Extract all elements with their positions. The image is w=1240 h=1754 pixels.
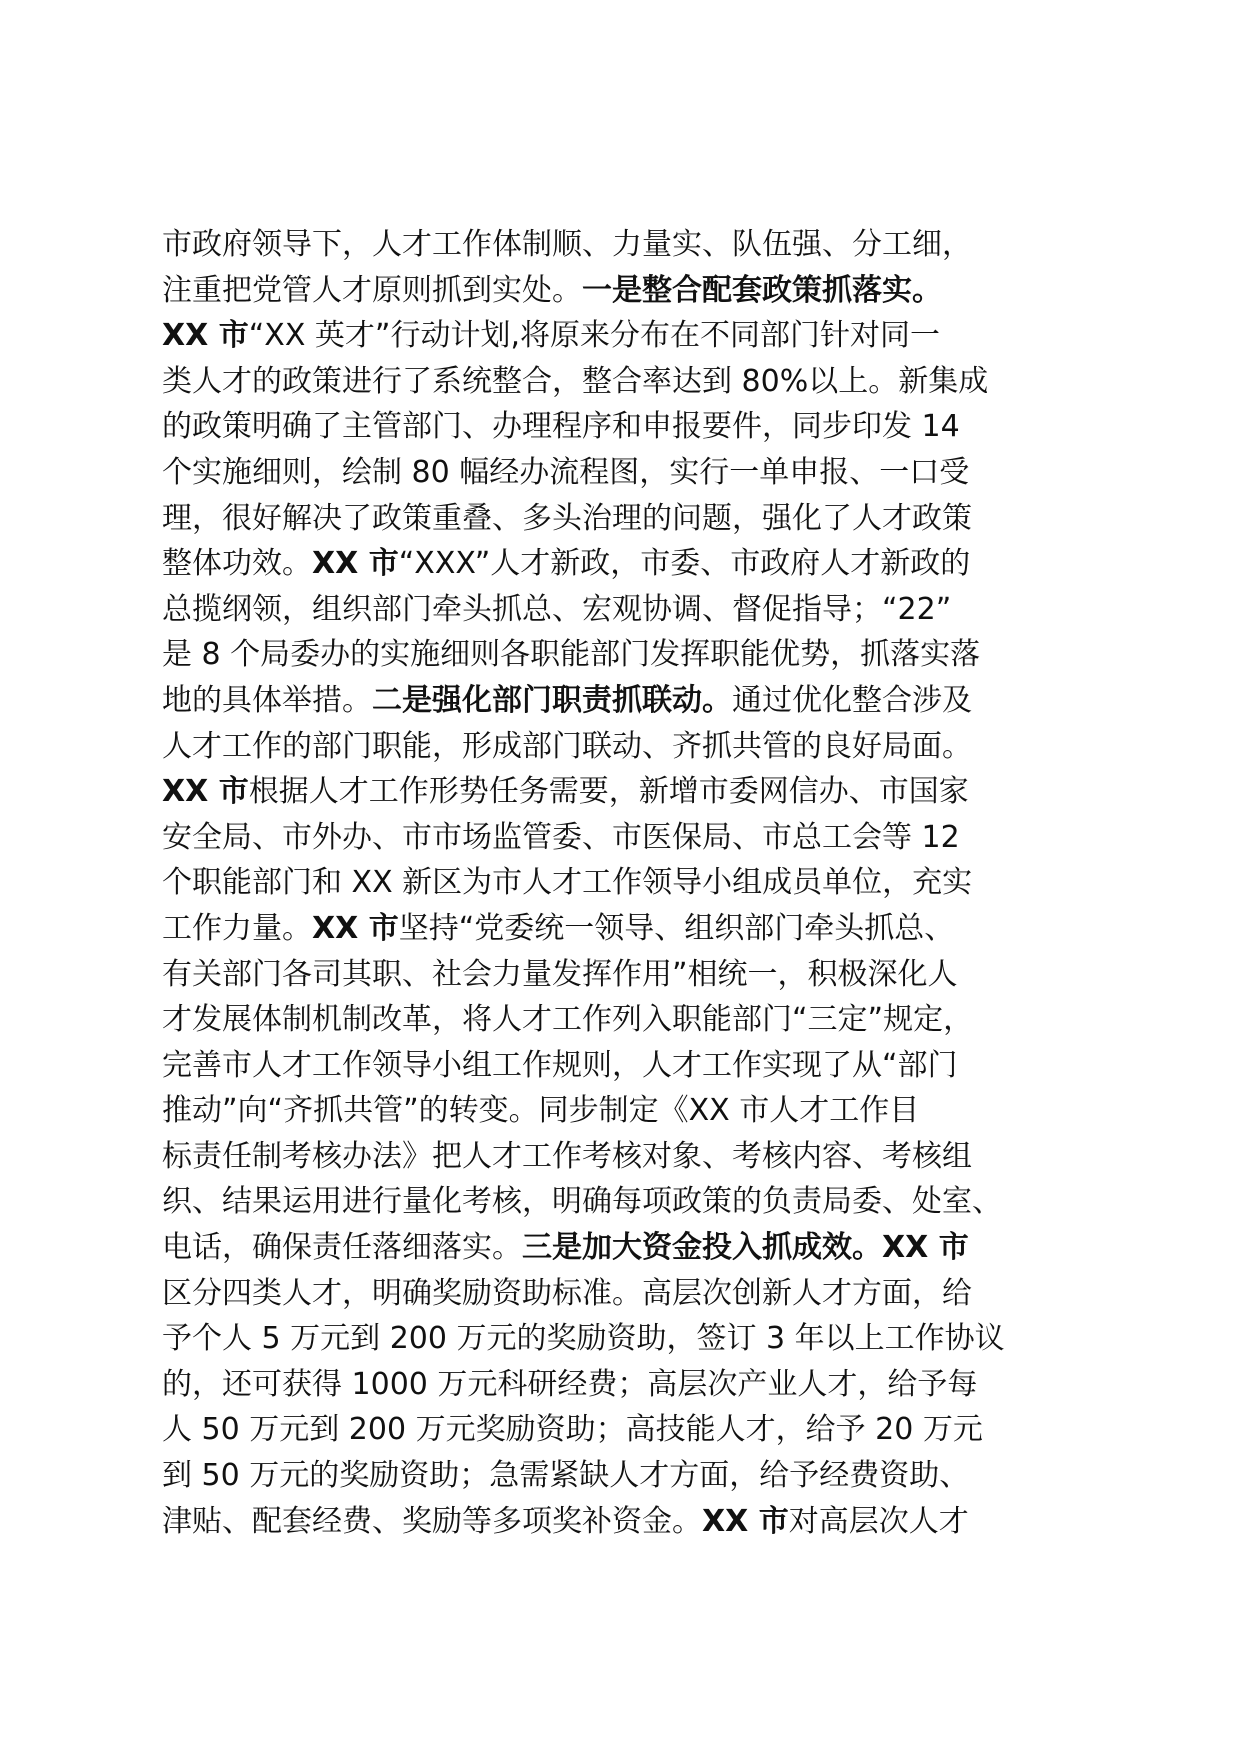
- bold-text-segment: 二是强化部门职责抓联动。: [372, 682, 732, 718]
- text-line: [162, 1271, 1102, 1317]
- text-segment: 人 50 万元到 200 万元奖励资助；高技能人才，给予 20 万元: [162, 1412, 983, 1448]
- text-line: [162, 1499, 1102, 1545]
- text-segment: 才发展体制机制改革，将人才工作列入职能部门“三定”规定，: [162, 1002, 974, 1038]
- text-line: [162, 1043, 1102, 1089]
- text-segment: 的政策明确了主管部门、办理程序和申报要件，同步印发 14: [162, 409, 960, 445]
- text-segment: “XX 英才”行动计划,将原来分布在不同部门针对同一: [248, 318, 940, 354]
- body-paragraph: [162, 222, 1102, 1544]
- text-segment: 通过优化整合涉及: [732, 682, 972, 718]
- text-segment: 坚持“党委统一领导、组织部门牵头抓总、: [398, 910, 955, 946]
- text-segment: 工作力量。: [162, 910, 312, 946]
- text-segment: 完善市人才工作领导小组工作规则，人才工作实现了从“部门: [162, 1047, 958, 1083]
- text-line: [162, 724, 1102, 770]
- text-segment: 的，还可获得 1000 万元科研经费；高层次产业人才，给予每: [162, 1366, 978, 1402]
- text-segment: 个实施细则，绘制 80 幅经办流程图，实行一单申报、一口受: [162, 454, 970, 490]
- text-line: [162, 496, 1102, 542]
- text-line: [162, 222, 1102, 268]
- text-line: [162, 769, 1102, 815]
- text-segment: 是 8 个局委办的实施细则各职能部门发挥职能优势，抓落实落: [162, 637, 981, 673]
- text-segment: 整体功效。: [162, 546, 312, 582]
- bold-text-segment: 三是加大资金投入抓成效。XX 市: [522, 1230, 969, 1266]
- text-line: [162, 1407, 1102, 1453]
- text-segment: 电话，确保责任落细落实。: [162, 1230, 522, 1266]
- text-line: [162, 1316, 1102, 1362]
- text-line: [162, 860, 1102, 906]
- bold-text-segment: 一是整合配套政策抓落实。: [582, 272, 942, 308]
- bold-text-segment: XX 市: [312, 546, 399, 582]
- text-segment: 推动”向“齐抓共管”的转变。同步制定《XX 市人才工作目: [162, 1093, 920, 1129]
- text-line: [162, 632, 1102, 678]
- bold-text-segment: XX 市: [162, 318, 249, 354]
- text-line: [162, 450, 1102, 496]
- text-segment: 类人才的政策进行了系统整合，整合率达到 80%以上。新集成: [162, 363, 989, 399]
- text-line: [162, 359, 1102, 405]
- text-line: [162, 1225, 1102, 1271]
- text-line: [162, 541, 1102, 587]
- bold-text-segment: XX 市: [162, 774, 249, 810]
- text-segment: 市政府领导下，人才工作体制顺、力量实、队伍强、分工细，: [162, 227, 972, 262]
- text-segment: 根据人才工作形势任务需要，新增市委网信办、市国家: [248, 774, 969, 810]
- text-line: [162, 1362, 1102, 1408]
- text-segment: 织、结果运用进行量化考核，明确每项政策的负责局委、处室、: [162, 1184, 1002, 1220]
- text-line: [162, 815, 1102, 861]
- text-segment: 标责任制考核办法》把人才工作考核对象、考核内容、考核组: [162, 1138, 972, 1174]
- text-segment: 地的具体举措。: [162, 682, 372, 718]
- text-segment: 区分四类人才，明确奖励资助标准。高层次创新人才方面，给: [162, 1275, 972, 1311]
- bold-text-segment: XX 市: [702, 1503, 789, 1539]
- text-line: [162, 678, 1102, 724]
- text-line: [162, 268, 1102, 314]
- text-line: [162, 1179, 1102, 1225]
- text-line: [162, 1088, 1102, 1134]
- text-segment: “XXX”人才新政，市委、市政府人才新政的: [398, 546, 971, 582]
- text-segment: 人才工作的部门职能，形成部门联动、齐抓共管的良好局面。: [162, 728, 972, 764]
- text-line: [162, 404, 1102, 450]
- bold-text-segment: XX 市: [312, 910, 399, 946]
- text-line: [162, 313, 1102, 359]
- text-segment: 注重把党管人才原则抓到实处。: [162, 272, 582, 308]
- text-segment: 有关部门各司其职、社会力量发挥作用”相统一，积极深化人: [162, 956, 958, 992]
- text-segment: 理，很好解决了政策重叠、多头治理的问题，强化了人才政策: [162, 500, 972, 536]
- text-line: [162, 1453, 1102, 1499]
- text-segment: 到 50 万元的奖励资助；急需紧缺人才方面，给予经费资助、: [162, 1458, 970, 1494]
- text-segment: 津贴、配套经费、奖励等多项奖补资金。: [162, 1503, 702, 1539]
- text-segment: 个职能部门和 XX 新区为市人才工作领导小组成员单位，充实: [162, 865, 973, 901]
- text-line: [162, 587, 1102, 633]
- text-segment: 对高层次人才: [788, 1503, 969, 1539]
- text-line: [162, 906, 1102, 952]
- text-segment: 予个人 5 万元到 200 万元的奖励资助，签订 3 年以上工作协议: [162, 1321, 1005, 1357]
- text-segment: 安全局、市外办、市市场监管委、市医保局、市总工会等 12: [162, 819, 960, 855]
- text-line: [162, 997, 1102, 1043]
- text-line: [162, 952, 1102, 998]
- text-segment: 总揽纲领，组织部门牵头抓总、宏观协调、督促指导；“22”: [162, 591, 952, 627]
- text-line: [162, 1134, 1102, 1180]
